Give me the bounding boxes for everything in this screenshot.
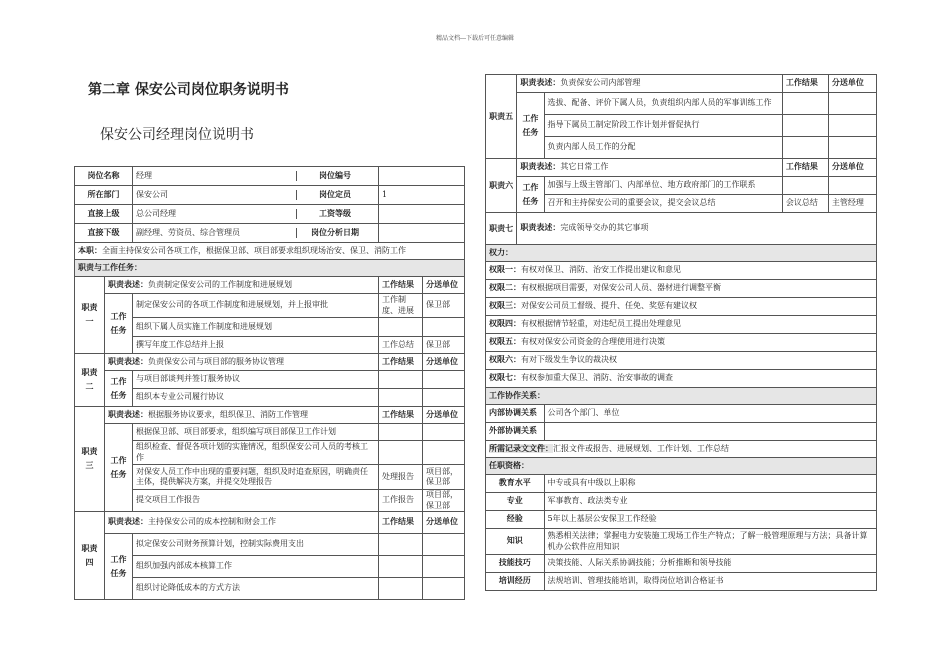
task-result [379, 534, 423, 556]
result-header: 工作结果 [782, 75, 828, 93]
qualifications-header-row [486, 458, 877, 475]
dept-value: 保安公司 岗位定员 [133, 186, 379, 205]
task-text: 组织检查、督促各项计划的实施情况，组织保安公司人员的考核工作 [133, 441, 379, 465]
task-row [75, 556, 465, 578]
result-header: 工作结果 [379, 407, 423, 424]
result-header: 工作结果 [379, 354, 423, 371]
page-header: 精品文档---下载后可任意编辑 [435, 35, 515, 42]
qualifications-header: 任职资格： [486, 458, 877, 475]
task-text: 提交项目工作报告 [133, 490, 379, 512]
qualification-value: 熟悉相关法律；掌握电力安装施工现场工作生产特点；了解一般管理原理与方法；具备计算机办公软件应用知识 [544, 529, 876, 555]
task-text: 制定保安公司的各项工作制度和进展规划，并上报审批 [133, 294, 379, 318]
task-result [379, 389, 423, 407]
task-unit: 项目部，保卫部 [423, 490, 465, 512]
duty-desc-row [75, 512, 465, 534]
task-row [75, 337, 465, 354]
duty-desc: 职责表述：主持保安公司的成本控制和财会工作 [105, 512, 379, 534]
cooperation-row [486, 423, 877, 441]
cooperation-header: 工作协作关系： [486, 388, 877, 405]
task-text: 撰写年度工作总结并上报 [133, 337, 379, 354]
analysis-value [379, 224, 465, 243]
quota-value: 1 [379, 186, 465, 205]
qualification-label: 培训经历 [486, 573, 545, 591]
authority-item: 权限四：有权根据情节轻重，对违纪员工提出处理意见 [486, 316, 877, 334]
task-result [782, 115, 828, 137]
task-result [379, 556, 423, 578]
task-text: 组织下属人员实施工作制度和进展规划 [133, 318, 379, 337]
analysis-label: 岗位分析日期 [296, 228, 370, 238]
qualification-label: 专业 [486, 493, 545, 511]
qualification-value: 中专或具有中级以上职称 [544, 475, 876, 493]
task-result: 处理报告 [379, 465, 423, 490]
external-coop-label: 外部协调关系 [486, 423, 545, 441]
task-text: 召开和主持保安公司的重要会议，提交会议总结 [544, 195, 782, 213]
qualification-row [486, 511, 877, 529]
dispatch-header: 分送单位 [423, 512, 465, 534]
task-result [782, 137, 828, 159]
cooperation-header-row [486, 388, 877, 405]
dispatch-header: 分送单位 [828, 75, 876, 93]
quota-label: 岗位定员 [296, 190, 370, 200]
task-text: 对保安人员工作中出现的重要问题，组织及时追查原因，明确责任主体，提供解决方案，并提交处理报告 [133, 465, 379, 490]
task-row [486, 115, 877, 137]
task-text: 组织加强内部成本核算工作 [133, 556, 379, 578]
qualification-label: 技能技巧 [486, 555, 545, 573]
duty-desc: 职责表述：其它日常工作 [517, 159, 783, 177]
duty-desc-row [486, 159, 877, 177]
subordinate-label: 直接下级 [75, 224, 133, 243]
dispatch-header: 分送单位 [423, 407, 465, 424]
authority-row [486, 370, 877, 388]
task-unit [423, 578, 465, 600]
task-label: 工作任务 [517, 93, 544, 159]
records-value: 汇报文件或报告、进展规划、工作计划、工作总结 [553, 443, 729, 453]
qualification-value: 军事教育、政法类专业 [544, 493, 876, 511]
qualification-value: 决策技能、人际关系协调技能；分析推断和领导技能 [544, 555, 876, 573]
qualification-label: 知识 [486, 529, 545, 555]
external-coop-value [544, 423, 876, 441]
authority-row [486, 334, 877, 352]
duty-name: 职责五 [486, 75, 517, 159]
qualification-row [486, 493, 877, 511]
task-unit: 项目部，保卫部 [423, 465, 465, 490]
authority-item: 权限二：有权根据项目需要，对保安公司人员、器材进行调整平衡 [486, 280, 877, 298]
wage-label: 工资等级 [296, 209, 370, 219]
superior-label: 直接上级 [75, 205, 133, 224]
task-label: 工作任务 [105, 294, 133, 354]
task-unit: 保卫部 [423, 294, 465, 318]
task-row [486, 137, 877, 159]
task-unit [828, 115, 876, 137]
subordinate-value: 副经理、劳资员、综合管理员 岗位分析日期 [133, 224, 379, 243]
task-result [379, 318, 423, 337]
duty-desc-row [486, 75, 877, 93]
task-text: 加强与上级主管部门、内部单位、地方政府部门的工作联系 [544, 177, 782, 195]
task-label: 工作任务 [105, 534, 133, 600]
task-unit: 主管经理 [828, 195, 876, 213]
authority-item: 权限一：有权对保卫、消防、治安工作提出建议和意见 [486, 262, 877, 280]
authority-header-row [486, 245, 877, 262]
right-table [485, 74, 877, 591]
task-row [75, 389, 465, 407]
summary: 本职：全面主持保安公司各项工作，根据保卫部、项目部要求组织现场治安、保卫、消防工作 [75, 243, 465, 260]
dept-label: 所在部门 [75, 186, 133, 205]
task-label: 工作任务 [105, 371, 133, 407]
records-label: 所需记录文文件： [489, 443, 553, 453]
task-text: 组织讨论降低成本的方式方法 [133, 578, 379, 600]
qualification-row [486, 573, 877, 591]
task-result: 会议总结 [782, 195, 828, 213]
task-unit [423, 371, 465, 389]
duty-desc: 职责表述：根据服务协议要求，组织保卫、消防工作管理 [105, 407, 379, 424]
authority-row [486, 316, 877, 334]
position-no-label: 岗位编号 [296, 171, 370, 181]
info-row [75, 186, 465, 205]
task-text: 选拔、配备、评价下属人员，负责组织内部人员的军事训练工作 [544, 93, 782, 115]
info-row [75, 224, 465, 243]
result-header: 工作结果 [379, 277, 423, 294]
task-result [782, 177, 828, 195]
task-row [75, 490, 465, 512]
task-result [379, 578, 423, 600]
task-unit [423, 556, 465, 578]
task-unit: 保卫部 [423, 337, 465, 354]
task-label: 工作任务 [517, 177, 544, 213]
qualification-row [486, 529, 877, 555]
authority-row [486, 280, 877, 298]
position-no-value [379, 167, 465, 186]
task-text: 拟定保安公司财务预算计划，控制实际费用支出 [133, 534, 379, 556]
info-row [75, 167, 465, 186]
wage-value [379, 205, 465, 224]
authority-item: 权限五：有权对保安公司资金的合理使用进行决策 [486, 334, 877, 352]
summary-row [75, 243, 465, 260]
duty-name: 职责七 [486, 213, 517, 245]
dispatch-header: 分送单位 [423, 354, 465, 371]
task-row [75, 318, 465, 337]
duty-desc-row [75, 277, 465, 294]
duty-desc-row [486, 213, 877, 245]
duty-desc-row [75, 407, 465, 424]
task-row [486, 195, 877, 213]
task-unit [423, 389, 465, 407]
cooperation-row [486, 405, 877, 423]
task-text: 指导下属员工制定阶段工作计划并督促执行 [544, 115, 782, 137]
duty-name: 职责三 [75, 407, 105, 512]
duty-name: 职责六 [486, 159, 517, 213]
task-unit [423, 318, 465, 337]
authority-row [486, 298, 877, 316]
dispatch-header: 分送单位 [423, 277, 465, 294]
qualification-label: 经验 [486, 511, 545, 529]
task-unit [423, 441, 465, 465]
internal-coop-value: 公司各个部门、单位 [544, 405, 876, 423]
duties-header-row [75, 260, 465, 277]
duty-desc: 职责表述：负责保安公司内部管理 [517, 75, 783, 93]
authority-header: 权力： [486, 245, 877, 262]
position-name-value: 经理 岗位编号 [133, 167, 379, 186]
task-unit [828, 177, 876, 195]
authority-item: 权限三：对保安公司员工督级、提升、任免、奖惩有建议权 [486, 298, 877, 316]
task-result [379, 424, 423, 441]
duty-desc-row [75, 354, 465, 371]
task-result [379, 371, 423, 389]
task-label: 工作任务 [105, 424, 133, 512]
duty-name: 职责二 [75, 354, 105, 407]
authority-item: 权限七：有权参加重大保卫、消防、治安事故的调查 [486, 370, 877, 388]
info-row [75, 205, 465, 224]
task-result [379, 441, 423, 465]
task-row [75, 465, 465, 490]
position-name-label: 岗位名称 [75, 167, 133, 186]
duty-desc: 职责表述：完成领导交办的其它事项 [517, 213, 877, 245]
dispatch-header: 分送单位 [828, 159, 876, 177]
superior-value: 总公司经理 工资等级 [133, 205, 379, 224]
task-text: 负责内部人员工作的分配 [544, 137, 782, 159]
task-unit [423, 534, 465, 556]
task-row [486, 177, 877, 195]
task-row [75, 371, 465, 389]
duty-name: 职责一 [75, 277, 105, 354]
qualification-row [486, 475, 877, 493]
task-row [486, 93, 877, 115]
task-row [75, 441, 465, 465]
authority-row [486, 262, 877, 280]
task-unit [828, 137, 876, 159]
qualification-row [486, 555, 877, 573]
records-row [486, 441, 877, 458]
task-row [75, 294, 465, 318]
duty-desc: 职责表述：负责保安公司与项目部的服务协议管理 [105, 354, 379, 371]
result-header: 工作结果 [782, 159, 828, 177]
duties-header: 职责与工作任务： [75, 260, 465, 277]
task-result: 工作总结 [379, 337, 423, 354]
task-row [75, 578, 465, 600]
result-header: 工作结果 [379, 512, 423, 534]
doc-title: 保安公司经理岗位说明书 [100, 127, 254, 143]
task-text: 与项目部谈判并签订服务协议 [133, 371, 379, 389]
task-unit [423, 424, 465, 441]
qualification-label: 教育水平 [486, 475, 545, 493]
authority-row [486, 352, 877, 370]
task-text: 根据保卫部、项目部要求，组织编写项目部保卫工作计划 [133, 424, 379, 441]
task-result [782, 93, 828, 115]
task-text: 组织本专业公司履行协议 [133, 389, 379, 407]
records [486, 441, 877, 458]
duty-desc: 职责表述：负责制定保安公司的工作制度和进展规划 [105, 277, 379, 294]
duty-name: 职责四 [75, 512, 105, 600]
left-table [74, 166, 465, 600]
qualification-value: 法规培训、管理技能培训，取得岗位培训合格证书 [544, 573, 876, 591]
qualification-value: 5年以上基层公安保卫工作经验 [544, 511, 876, 529]
task-unit [828, 93, 876, 115]
task-result: 工作报告 [379, 490, 423, 512]
chapter-title: 第二章 保安公司岗位职务说明书 [88, 82, 289, 98]
task-row [75, 424, 465, 441]
task-row [75, 534, 465, 556]
internal-coop-label: 内部协调关系 [486, 405, 545, 423]
authority-item: 权限六：有对下级发生争议的裁决权 [486, 352, 877, 370]
task-result: 工作制度、进展 [379, 294, 423, 318]
